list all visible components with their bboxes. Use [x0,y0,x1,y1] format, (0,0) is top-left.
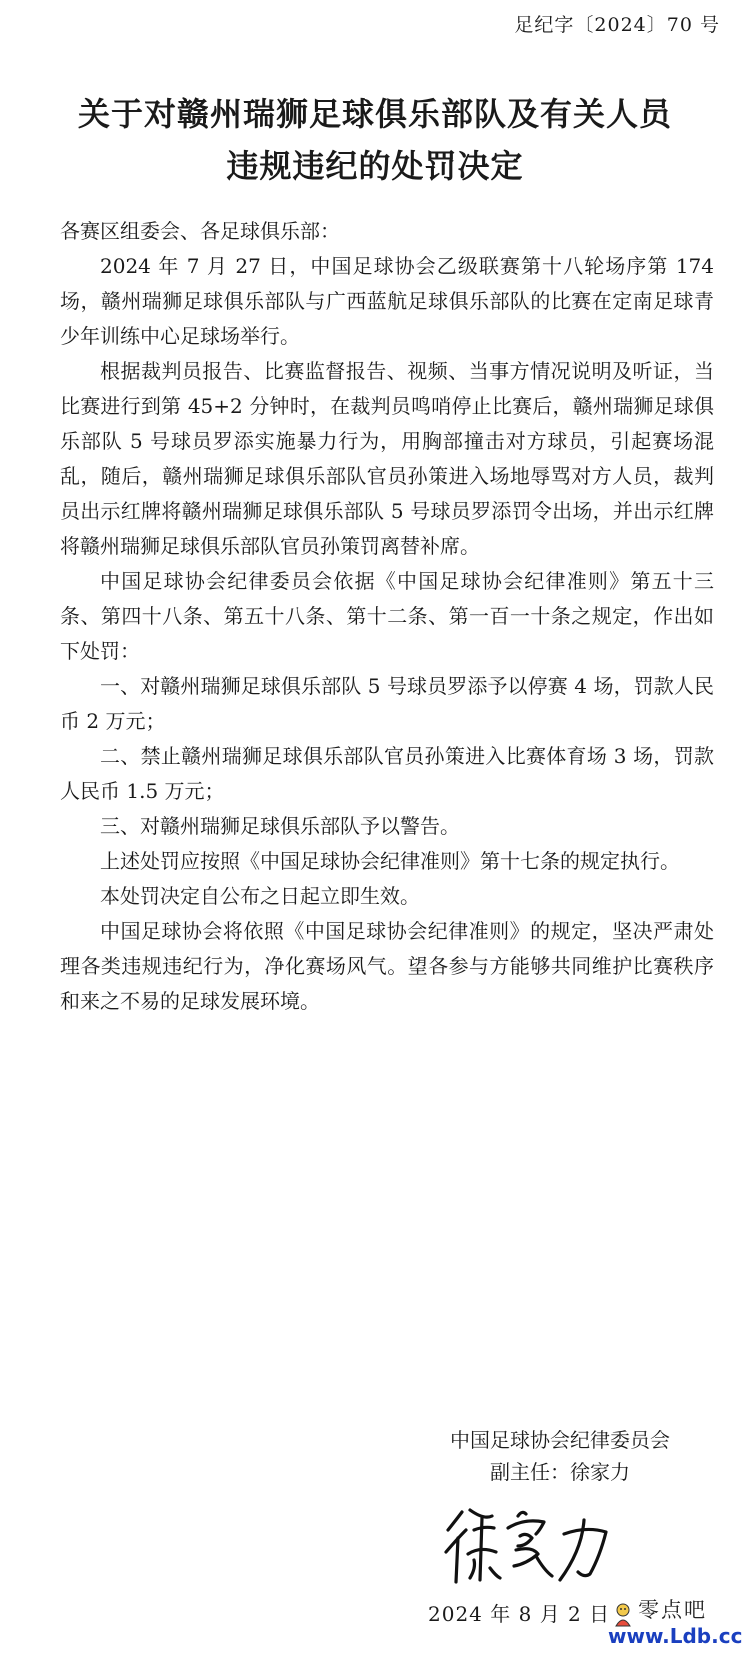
handwritten-signature [440,1490,620,1590]
issuing-organization: 中国足球协会纪律委员会 [450,1428,670,1452]
signatory-title: 副主任：徐家力 [490,1460,630,1484]
paragraph-legal-basis: 中国足球协会纪律委员会依据《中国足球协会纪律准则》第五十三条、第四十八条、第五十八条、第十二条、第一百一十条之规定，作出如下处罚： [60,569,714,663]
paragraph-closing: 中国足球协会将依照《中国足球协会纪律准则》的规定，坚决严肃处理各类违规违纪行为，净化赛场风气。望各参与方能够共同维护比赛秩序和来之不易的足球发展环境。 [60,919,714,1013]
penalty-item-1: 一、对赣州瑞狮足球俱乐部队 5 号球员罗添予以停赛 4 场，罚款人民币 2 万元； [60,674,714,733]
title-line-2: 违规违纪的处罚决定 [226,147,524,185]
document-body [60,214,714,1019]
paragraph-effective: 本处罚决定自公布之日起立即生效。 [100,884,420,908]
signature-block [450,1424,670,1488]
watermark-site-name: 零点吧 [638,1598,707,1622]
site-watermark [608,1594,743,1650]
salutation: 各赛区组委会、各足球俱乐部： [60,219,340,243]
signing-date: 2024 年 8 月 2 日 [428,1602,611,1626]
paragraph-execution: 上述处罚应按照《中国足球协会纪律准则》第十七条的规定执行。 [100,849,680,873]
watermark-url: www.Ldb.cc [608,1624,743,1648]
document-number: 足纪字〔2024〕70 号 [514,14,720,36]
paragraph-match-info: 2024 年 7 月 27 日，中国足球协会乙级联赛第十八轮场序第 174 场，赣州瑞狮足球俱乐部队与广西蓝航足球俱乐部队的比赛在定南足球青少年训练中心足球场举行。 [60,254,714,348]
document-title [0,88,750,192]
paragraph-incident: 根据裁判员报告、比赛监督报告、视频、当事方情况说明及听证，当比赛进行到第 45+2 分钟时，在裁判员鸣哨停止比赛后，赣州瑞狮足球俱乐部队 5 号球员罗添实施暴力行为，用胸部撞击对方球员，引起赛场混乱，随后，赣州瑞狮足球俱乐部队官员孙策进入场地辱骂对方人员，裁判员出示红牌将赣州瑞狮足球俱乐部队 5 号球员罗添罚令出场，并出示红牌将赣州瑞狮足球俱乐部队官员孙策罚离替补席。 [60,359,714,558]
penalty-item-3: 三、对赣州瑞狮足球俱乐部队予以警告。 [100,814,460,838]
penalty-item-2: 二、禁止赣州瑞狮足球俱乐部队官员孙策进入比赛体育场 3 场，罚款人民币 1.5 万元； [60,744,714,803]
title-line-1: 关于对赣州瑞狮足球俱乐部队及有关人员 [77,95,672,133]
